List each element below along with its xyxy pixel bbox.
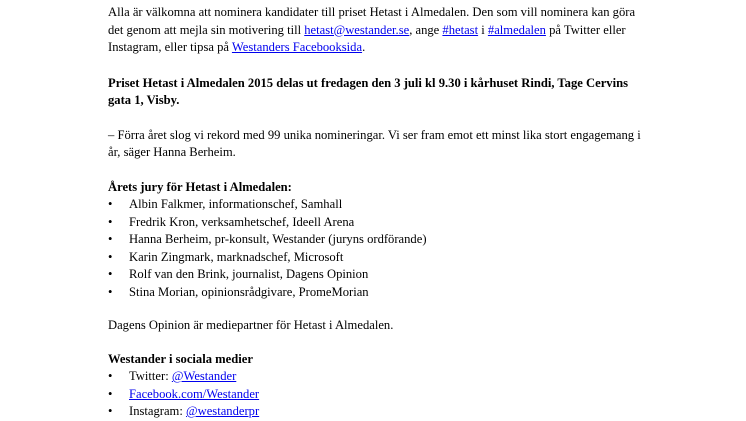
- bullet-icon: •: [108, 249, 113, 264]
- facebook-link[interactable]: Facebook.com/Westander: [129, 386, 260, 401]
- jury-member-text: Karin Zingmark, marknadschef, Microsoft: [129, 249, 344, 264]
- intro-text-4: på Twitter eller Instagram, eller tipsa på: [108, 22, 626, 54]
- bullet-icon: •: [108, 267, 113, 281]
- twitter-label: Twitter:: [129, 369, 172, 383]
- hashtag-almedalen-link[interactable]: #almedalen: [487, 22, 546, 37]
- email-link[interactable]: hetast@westander.se: [304, 22, 410, 37]
- social-item-facebook: [108, 386, 648, 404]
- social-list: [108, 368, 648, 421]
- document-body: [108, 0, 648, 421]
- jury-member-text: Rolf van den Brink, journalist, Dagens Opinion: [129, 267, 369, 281]
- intro-text-1: Alla är välkomna att nominera kandidater till priset Hetast i Almedalen. Den som vill nominera kan göra det genom att mejla sin motivering till: [108, 5, 636, 37]
- intro-paragraph: [108, 4, 648, 57]
- bullet-icon: •: [108, 232, 113, 246]
- jury-list: [108, 196, 648, 301]
- jury-member: [108, 249, 648, 267]
- jury-heading: Årets jury för Hetast i Almedalen:: [108, 179, 292, 194]
- social-item-instagram: [108, 403, 648, 421]
- instagram-link[interactable]: @westanderpr: [186, 404, 260, 418]
- bullet-icon: •: [108, 197, 113, 211]
- jury-member: [108, 266, 648, 284]
- quote-paragraph: – Förra året slog vi rekord med 99 unika nomineringar. Vi ser fram emot ett minst lika stort engagemang i år, säger Hanna Berheim.: [108, 127, 641, 159]
- jury-member: [108, 214, 648, 232]
- announcement-paragraph: Priset Hetast i Almedalen 2015 delas ut fredagen den 3 juli kl 9.30 i kårhuset Rindi, Tage Cervins gata 1, Visby.: [108, 75, 628, 107]
- jury-member-text: Albin Falkmer, informationschef, Samhall: [129, 197, 343, 211]
- intro-text-2: , ange: [409, 22, 443, 37]
- bullet-icon: •: [108, 214, 113, 229]
- intro-text-5: .: [362, 40, 366, 54]
- partner-paragraph: Dagens Opinion är mediepartner för Hetast i Almedalen.: [108, 318, 394, 332]
- jury-member-text: Stina Morian, opinionsrådgivare, PromeMorian: [129, 284, 369, 299]
- instagram-label: Instagram:: [129, 404, 187, 418]
- bullet-icon: •: [108, 404, 113, 418]
- intro-text-3: i: [478, 22, 488, 37]
- social-heading: Westander i sociala medier: [108, 351, 253, 366]
- jury-member: [108, 284, 648, 302]
- bullet-icon: •: [108, 369, 113, 383]
- jury-member-text: Fredrik Kron, verksamhetschef, Ideell Arena: [129, 214, 355, 229]
- social-item-twitter: [108, 368, 648, 386]
- facebook-page-link[interactable]: Westanders Facebooksida: [231, 40, 363, 54]
- bullet-icon: •: [108, 284, 113, 299]
- jury-member: [108, 196, 648, 214]
- hashtag-hetast-link[interactable]: #hetast: [442, 22, 479, 37]
- bullet-icon: •: [108, 386, 113, 401]
- twitter-link[interactable]: @Westander: [171, 369, 237, 383]
- jury-member: [108, 231, 648, 249]
- jury-member-text: Hanna Berheim, pr-konsult, Westander (juryns ordförande): [129, 232, 427, 246]
